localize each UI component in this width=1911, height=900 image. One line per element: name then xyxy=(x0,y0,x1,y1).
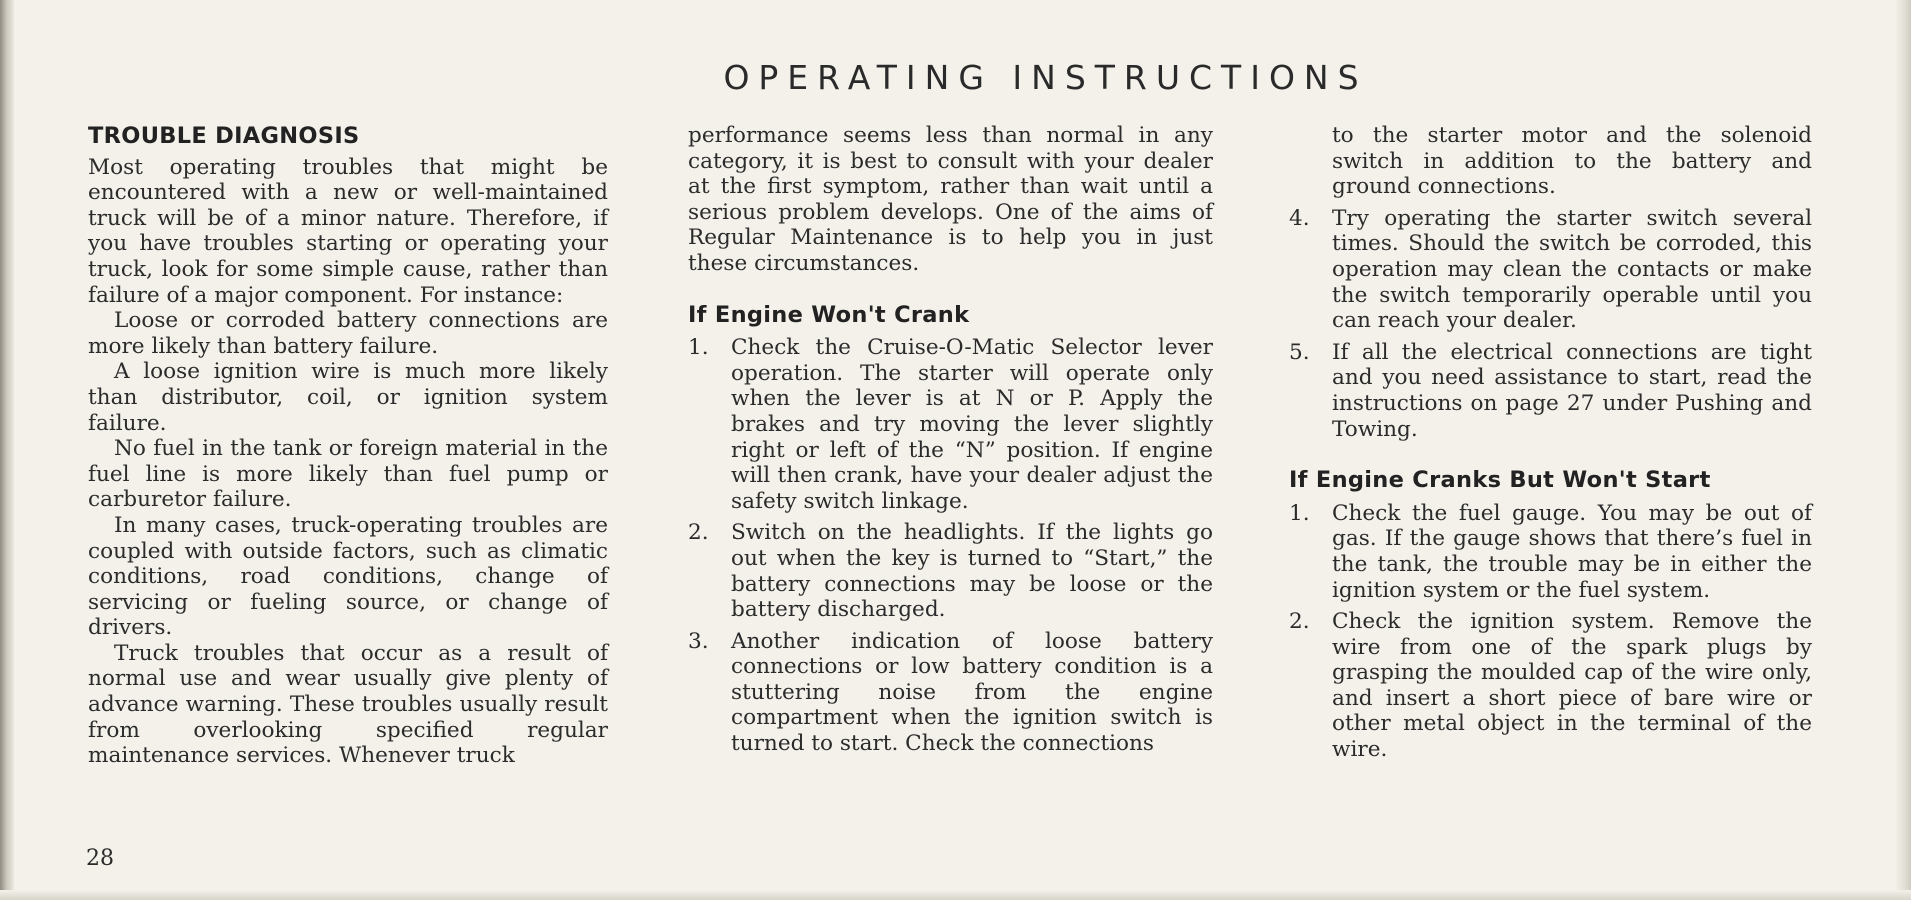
list-item xyxy=(1289,340,1812,442)
step-number: 1. xyxy=(688,335,709,361)
step-text: If all the electrical connections are tight and you need assistance to start, read the instructions on page 27 under Pushing and Towing. xyxy=(1332,339,1812,442)
steps-list-wont-crank-continued xyxy=(1289,206,1812,442)
page-header xyxy=(0,58,1911,97)
column-left xyxy=(88,124,608,769)
steps-list-cranks-wont-start xyxy=(1289,501,1812,763)
step-text: Check the fuel gauge. You may be out of gas. If the gauge shows that there’s fuel in the tank, the trouble may be in either the ignition system or the fuel system. xyxy=(1332,500,1812,603)
step-text: Another indication of loose battery connections or low battery condition is a stuttering noise from the engine compartment when the ignition switch is turned to start. Check the connections xyxy=(731,628,1213,757)
paragraph: No fuel in the tank or foreign material in the fuel line is more likely than fuel pump or carburetor failure. xyxy=(88,436,608,513)
section-heading-cranks-wont-start: If Engine Cranks But Won't Start xyxy=(1289,467,1711,494)
paragraph: A loose ignition wire is much more likely than distributor, coil, or ignition system failure. xyxy=(88,359,608,436)
page-edge-right xyxy=(1895,0,1911,900)
page-edge-bottom xyxy=(0,890,1911,900)
step-text: Check the Cruise-O-Matic Selector lever operation. The starter will operate only when the lever is at N or P. Apply the brakes and try moving the lever slightly right or left of the “N” position. If engine will then crank, have your dealer adjust the safety switch linkage. xyxy=(731,335,1213,514)
list-item xyxy=(688,520,1213,622)
page-title: OPERATING INSTRUCTIONS xyxy=(723,58,1368,97)
column-right xyxy=(1289,123,1812,769)
paragraph-continuation: performance seems less than normal in any category, it is best to consult with your dealer at the first symptom, rather than wait until a serious problem develops. One of the aims of Regular Maintenance is to help you in just these circumstances. xyxy=(688,123,1213,276)
step-text: Check the ignition system. Remove the wire from one of the spark plugs by grasping the moulded cap of the wire only, and insert a short piece of bare wire or other metal object in the terminal of the wire. xyxy=(1332,609,1812,763)
list-item xyxy=(688,629,1213,757)
step-number: 2. xyxy=(1289,609,1310,635)
page-number: 28 xyxy=(86,846,114,871)
paragraph: Truck troubles that occur as a result of normal use and wear usually give plenty of advance warning. These troubles usually result from overlooking specified regular maintenance services. Whenever truck xyxy=(88,640,608,769)
step-number: 4. xyxy=(1289,205,1310,231)
step-continuation: to the starter motor and the solenoid switch in addition to the battery and ground connections. xyxy=(1332,123,1812,200)
paragraph: In many cases, truck-operating troubles are coupled with outside factors, such as climatic conditions, road conditions, change of servicing or fueling source, or change of drivers. xyxy=(88,512,608,641)
list-item xyxy=(1289,206,1812,334)
step-number: 5. xyxy=(1289,339,1310,365)
step-text: Try operating the starter switch several times. Should the switch be corroded, this operation may clean the contacts or make the switch temporarily operable until you can reach your dealer. xyxy=(1332,205,1812,334)
steps-list-wont-crank xyxy=(688,335,1213,757)
page-binding xyxy=(0,0,14,900)
step-number: 2. xyxy=(688,520,709,546)
list-item xyxy=(1289,609,1812,763)
step-number: 1. xyxy=(1289,500,1310,526)
section-heading-engine-wont-crank: If Engine Won't Crank xyxy=(688,301,970,328)
section-heading-trouble-diagnosis: TROUBLE DIAGNOSIS xyxy=(88,123,360,149)
paragraph: Most operating troubles that might be encountered with a new or well-maintained truck will be of a minor nature. Therefore, if you have troubles starting or operating your truck, look for some simple cause, rather than failure of a major component. For instance: xyxy=(88,154,608,308)
column-middle xyxy=(688,123,1213,763)
list-item xyxy=(1289,501,1812,603)
list-item xyxy=(688,335,1213,514)
step-text: Switch on the headlights. If the lights go out when the key is turned to “Start,” the battery connections may be loose or the battery discharged. xyxy=(731,520,1213,623)
step-number: 3. xyxy=(688,628,709,654)
paragraph: Loose or corroded battery connections are more likely than battery failure. xyxy=(88,308,608,359)
